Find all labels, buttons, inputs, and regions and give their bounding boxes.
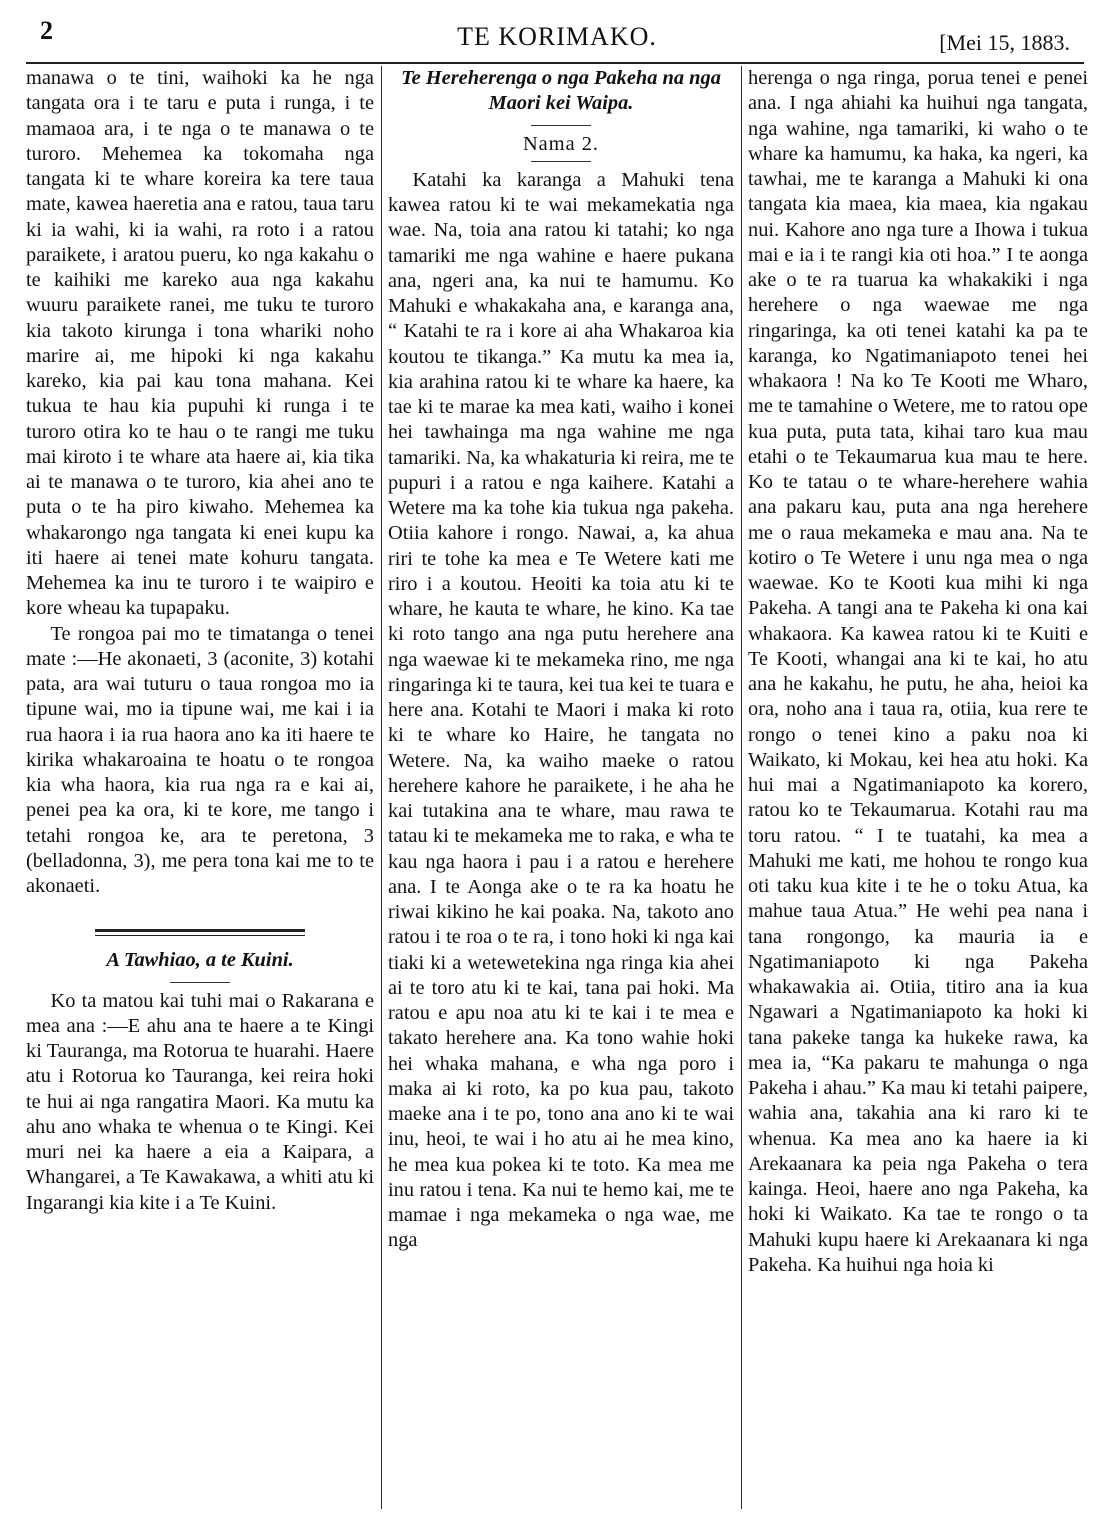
column-3: [748, 66, 1088, 1509]
article-subheading: Nama 2.: [522, 132, 600, 155]
heading-rule: [531, 125, 591, 126]
section-divider: [95, 929, 305, 936]
article-paragraph: manawa o te tini, waihoki ka he nga tangata ora i te taru e puta i runga, i te mamaoa ara, i te nga o te manawa o te turoro. Mehemea ka tokomaha nga tangata ki te whare koreira ka tere taua mate, kawea haeretia ana e ratou, taua taru ki ia wahi, ki ia wahi, ra roto i a ratou paraikete, i aratou pueru, ko nga kakahu o te kaihiki me kareko aua nga kakahu wuuru paraikete ranei, me tuku te turoro kia takoto kirunga i tona whariki noho marire ai, me hipoki ki nga kakahu kareko, kia pai kau tona mahana. Kei tukua te hau kia pupuhi ki runga i te turoro otira ko te hau o te rangi me tuku mai kiroto i te whare ata haere ai, kia tika ai te manawa o te turoro, kia ahei ano te puta o te ha piro kiwaho. Mehemea ka whakarongo nga tangata ki enei kupu ka iti haere ai tenei mate kohuru tangata. Mehemea ka inu te turoro i te waipiro e kore wheau ka tupapaku.: [26, 67, 374, 620]
column-2: [388, 66, 734, 1509]
heading-rule: [531, 161, 591, 162]
article-paragraph: Ko ta matou kai tuhi mai o Rakarana e mea ana :—E ahu ana te haere a te Kingi ki Tauranga, ma Rotorua te huarahi. Haere atu i Rotorua ko Tauranga, kei reira hoki te hui ai nga rangatira Maori. Ka mutu ka ahu ano whaka te whenua o te Kingi. Kei muri nei ka haere a eia a Kaipara, a Whangarei, a Te Kawakawa, a whiti atu ki Ingarangi kia kite i a Te Kuini.: [26, 989, 374, 1214]
article-heading: Te Hereherenga o nga Pakeha na nga Maori kei Waipa.: [401, 67, 721, 115]
article-heading: A Tawhiao, a te Kuini.: [106, 949, 294, 972]
column-separator: [741, 66, 742, 1509]
page-number: 2: [40, 16, 53, 45]
masthead: [0, 0, 1114, 68]
newspaper-title: TE KORIMAKO.: [457, 22, 657, 51]
article-paragraph: Te rongoa pai mo te timatanga o tenei mate :—He akonaeti, 3 (aconite, 3) kotahi pata, ara wai tuturu o taua rongoa mo ia tipune wai, mo ia tipune wai, me kai i ia rua haora i ia rua haora ano ka iti haere te kirika whakaroaina te hoatu o te rongoa kia wha haora, kia rua nga ra e kai ai, penei pea ka ora, ki te kore, me tango i tetahi rongoa ke, ara te peretona, 3 (belladonna, 3), me pera tona kai me to te akonaeti.: [26, 622, 374, 897]
issue-date: [Mei 15, 1883.: [939, 30, 1070, 55]
article-paragraph: herenga o nga ringa, porua tenei e penei ana. I nga ahiahi ka huihui nga tangata, nga wahine, nga tamariki, ki waho o te whare ka hamumu, ka haka, ka ngeri, ka tawhai, me te karanga a Mahuki ki ona tangata kia maea, kia maea, kia ngakau nui. Kahore ano nga ture a Ihowa i tukua mai e ia i te rangi kia oti hoa.” I te aonga ake o te ra tuarua ka whakakiki i nga herehere o nga waewae me nga ringaringa, ka oti tenei katahi ka pa te karanga, ko Ngatimaniapoto tenei hei whakaora ! Na ko Te Kooti me Wharo, me te tamahine o Wetere, me to ratou ope kua puta, puta tata, kihai taro kua mau etahi o te Tekaumarua kua mau te here. Ko te tatau o te whare-herehere wahia ana pakaru kau, puta ana nga herehere me o raua mekameka e mau ana. Na te kotiro o Te Wetere i unu nga mea o nga waewae. Ko te Kooti kua mihi ki nga Pakeha. A tangi ana te Pakeha ki ona kai whakaora. Ka kawea ratou ki te Kuiti e Te Kooti, whangai ana ki te kai, ho atu ana he kakahu, he putu, he aha, heioi ka ora, noho ana i taua ra, otiia, kua rere te rongo o tenei kino a paku noa ki Waikato, ki Mokau, kei hea atu hoki. Ka hui mai a Ngatimaniapoto ka korero, ratou ko te Tekaumarua. Kotahi rau ma toru ratou. “ I te tuatahi, ka mea a Mahuki me kati, me hohou te rongo kua oti taku kua kite i te he o toku Atua, ka mahue taua Atua.” He wehi pea nana i tana rongongo, ka mauria ia e Ngatimaniapoto ki nga Pakeha whakawakia ai. Otiia, titiro ana ia kua Ngawari a Ngatimaniapoto ka hoki ki tana pakeke tanga ka hukeke rawa, ka mea ia, “Ka pakaru te mahunga o nga Pakeha i ahau.” Ka mau ki tetahi paipere, wahia ana, takahia ana ki raro ki te whenua. Ka mea ano ka haere ia ki Arekaanara ka peia nga Pakeha o tera kainga. Heoi, haere ano nga Pakeha, ka hoki ki Waikato. Ka tae te rongo o ta Mahuki kupu haere ki Arekaanara ki nga Pakeha. Ka huihui nga hoia ki: [748, 67, 1088, 1276]
masthead-rule: [26, 62, 1084, 64]
column-1: [26, 66, 374, 1509]
heading-rule: [170, 982, 230, 983]
column-separator: [381, 66, 382, 1509]
article-paragraph: Katahi ka karanga a Mahuki tena kawea ratou ki te wai mekamekatia nga wae. Na, toia ana ratou ki tatahi; ko nga tamariki me nga wahine e haere pukana ana, ngeri ana, ka nui te hamumu. Ko Mahuki e whakakaha ana, e karanga ana, “ Katahi te ra i kore ai aha Whakaroa kia koutou te tikanga.” Ka mutu ka mea ia, kia arahina ratou ki te whare ka haere, ka tae ki te marae ka mea kati, waiho i konei hei tawhainga ma nga wahine me nga tamariki. Na, ka whakaturia ki reira, me te pupuri i a ratou e nga kaihere. Katahi a Wetere ma ka tohe kia tukua nga pakeha. Otiia kahore i rongo. Nawai, a, ka ahua riri te tohe ka mea e Te Wetere kati me riro i a koutou. Heoiti ka toia atu ki te whare, he kauta te whare, he kino. Ka tae ki roto tango ana nga putu herehere ana nga waewae ki te mekameka rino, me nga ringaringa ki te taura, kei tua kei te tuara e here ana. Kotahi te Maori i maka ki roto ki te whare ko Haire, he tangata no Wetere. Na, ka waiho maeke o ratou herehere kahore he paraikete, i he aha he kai tutakina ana te whare, mau rawa te tatau ki te mekameka me to raka, e wha te kau nga haora i pau i a ratou e herehere ana. I te Aonga ake o te ra ka hoatu he riwai kikino he kai poaka. Na, takoto ano ratou i te roa o te ra, i tono hoki ki nga kai tiaki ki a wetewetekina nga ringa kia ahei ai te toro atu ki te kai, tana pai hoki. Ma ratou e apu noa atu ki te kai i te mea e takato herehere ana. Ka tono wahie hoki hei whaka mahana, e wha nga poro i maka ai ki roto, ka po kua pau, takoto maeke ana i te po, tono ana ano ki te wai inu, heoi, te wai i ho atu ai he mea kino, he mea kua pokea ki te toto. Ka mea me inu ratou i tena. Ka nui te hemo kai, me te mamae i nga mekameka o nga wae, me nga: [388, 168, 734, 1252]
